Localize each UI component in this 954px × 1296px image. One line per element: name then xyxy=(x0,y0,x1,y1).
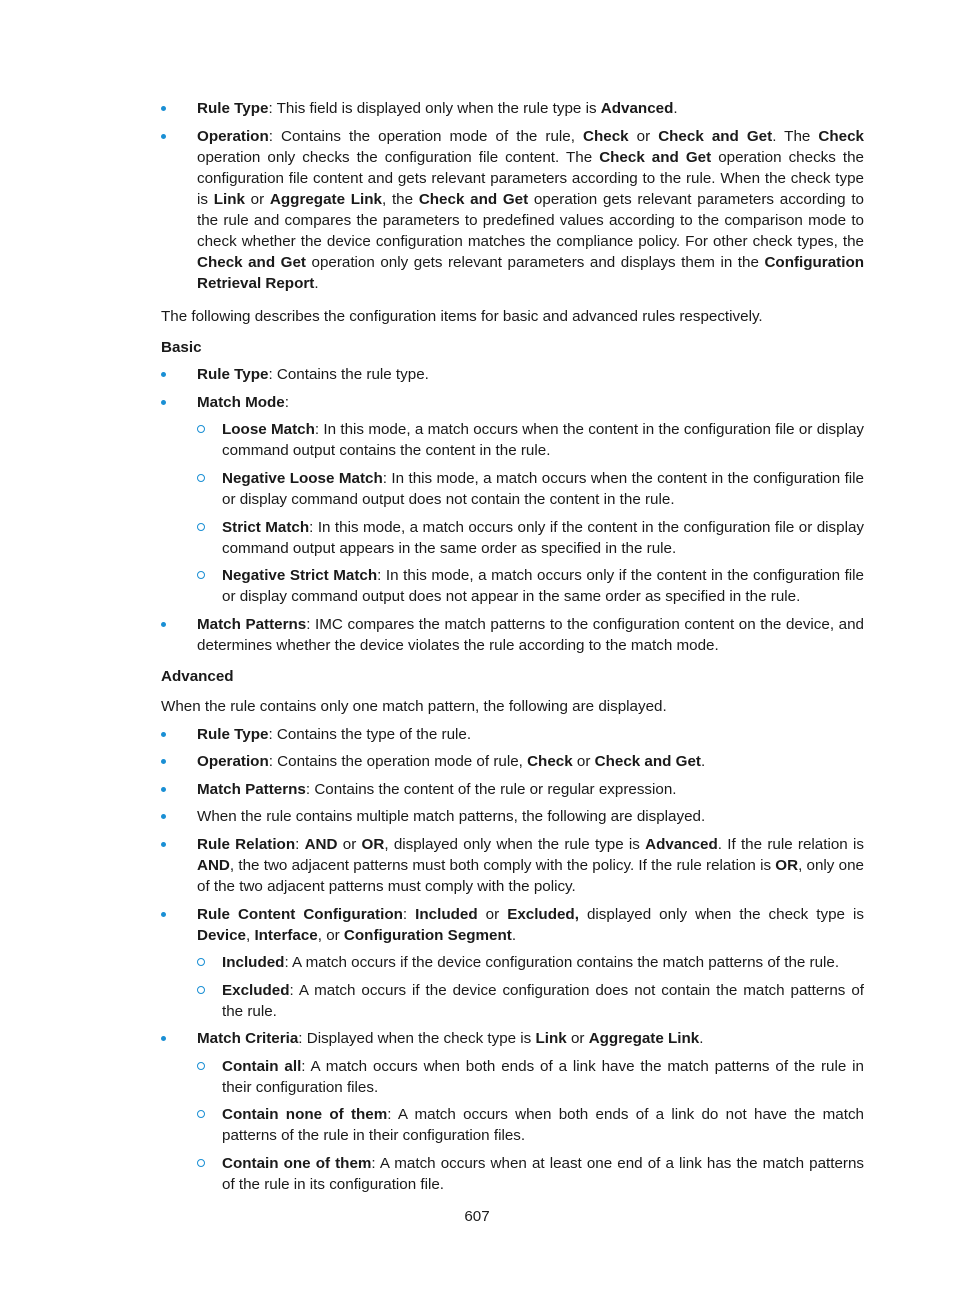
bold-term: Match Patterns xyxy=(197,616,307,633)
text-run: : In this mode, a match occurs only if the content in the configuration file or display command output appears in the same order as specified in the rule. xyxy=(222,519,865,557)
circle-bullet-icon xyxy=(197,571,205,579)
text-run: : Contains the rule type. xyxy=(268,366,429,383)
text-run: : Contains the operation mode of rule, xyxy=(268,753,528,770)
text-run: : A match occurs if the device configuration contains the match patterns of the rule. xyxy=(284,954,840,971)
text-run: : A match occurs when both ends of a link do not have the match patterns of the rule in their configuration files. xyxy=(222,1106,864,1144)
bold-term: Check xyxy=(527,753,573,770)
bold-term: Advanced xyxy=(645,836,718,853)
circle-bullet-icon xyxy=(197,474,205,482)
bullet-rule-content-config xyxy=(161,904,864,946)
bullet-operation xyxy=(161,126,864,294)
bullet-match-criteria xyxy=(161,1028,864,1049)
text-run: . The xyxy=(772,128,819,145)
circle-bullet-icon xyxy=(197,958,205,966)
bold-term: Loose Match xyxy=(222,421,315,438)
text-run: , displayed only when the rule type is xyxy=(384,836,646,853)
bold-term: Match Mode xyxy=(197,394,285,411)
text-run: . If the rule relation is xyxy=(717,836,864,853)
circle-bullet-icon xyxy=(197,1159,205,1167)
paragraph-following-describes xyxy=(161,306,864,327)
bold-term: Contain one of them xyxy=(222,1155,372,1172)
bullet-icon xyxy=(161,134,166,139)
bold-term: Rule Content Configuration xyxy=(197,906,403,923)
bold-term: AND xyxy=(197,857,230,874)
bold-term: Included xyxy=(415,906,478,923)
text-run: When the rule contains multiple match patterns, the following are displayed. xyxy=(197,808,706,825)
bold-term: Aggregate Link xyxy=(588,1030,700,1047)
bullet-icon xyxy=(161,842,166,847)
subbullet-loose-match xyxy=(161,419,864,461)
bold-term: Match Criteria xyxy=(197,1030,299,1047)
bullet-basic-rule-type xyxy=(161,364,864,385)
subbullet-strict-match xyxy=(161,517,864,559)
text-run: operation only checks the configuration file content. The xyxy=(197,149,600,166)
text-run: : Contains the content of the rule or regular expression. xyxy=(305,781,677,798)
bold-term: Check and Get xyxy=(599,149,712,166)
bold-term: Interface xyxy=(254,927,318,944)
bold-term: Rule Type xyxy=(197,100,269,117)
bold-term: Check and Get xyxy=(658,128,773,145)
bullet-match-mode xyxy=(161,392,864,413)
bold-term: Check xyxy=(818,128,864,145)
text-run: : This field is displayed only when the rule type is xyxy=(268,100,601,117)
text-run: . xyxy=(511,927,517,944)
text-run: : A match occurs when both ends of a link have the match patterns of the rule in their configuration files. xyxy=(222,1058,864,1096)
text-run: , or xyxy=(317,927,344,944)
bold-term: Excluded, xyxy=(507,906,579,923)
text-run: , only one of the two adjacent patterns must comply with the policy. xyxy=(197,857,864,895)
circle-bullet-icon xyxy=(197,523,205,531)
bullet-icon xyxy=(161,759,166,764)
text-run: , the two adjacent patterns must both comply with the policy. If the rule relation is xyxy=(229,857,776,874)
bold-term: Operation xyxy=(197,128,269,145)
bold-term: OR xyxy=(361,836,385,853)
bold-term: Check and Get xyxy=(197,254,306,271)
text-run: operation only gets relevant parameters and displays them in the xyxy=(305,254,765,271)
circle-bullet-icon xyxy=(197,1110,205,1118)
text-run: . xyxy=(314,275,319,292)
bullet-adv-rule-type xyxy=(161,724,864,745)
text-run: : Contains the operation mode of the rule, xyxy=(268,128,583,145)
bold-term: Match Patterns xyxy=(197,781,306,798)
bold-term: Device xyxy=(197,927,246,944)
subbullet-negative-loose-match xyxy=(161,468,864,510)
text-run: or xyxy=(572,753,595,770)
paragraph-one-pattern xyxy=(161,696,864,717)
bullet-icon xyxy=(161,787,166,792)
text-run: : IMC compares the match patterns to the configuration content on the device, and determines whether the device violates the rule according to the match mode. xyxy=(197,616,864,654)
text-run: . xyxy=(699,1030,704,1047)
bullet-icon xyxy=(161,622,166,627)
circle-bullet-icon xyxy=(197,986,205,994)
bold-term: Included xyxy=(222,954,285,971)
bullet-rule-type xyxy=(161,98,864,119)
text-run: . xyxy=(700,753,706,770)
text-run: : Displayed when the check type is xyxy=(298,1030,536,1047)
bold-term: Strict Match xyxy=(222,519,310,536)
text-run: , the xyxy=(382,191,419,208)
text-run: : In this mode, a match occurs when the content in the configuration file or display command output contains the content in the rule. xyxy=(222,421,864,459)
bullet-adv-operation xyxy=(161,751,864,772)
circle-bullet-icon xyxy=(197,1062,205,1070)
heading-advanced xyxy=(161,666,864,687)
bold-term: Advanced xyxy=(600,100,674,117)
bold-term: Aggregate Link xyxy=(269,191,382,208)
page-number: 607 xyxy=(464,1208,490,1225)
text-run: displayed only when the check type is xyxy=(578,906,864,923)
subbullet-contain-all xyxy=(161,1056,864,1098)
bold-term: Rule Type xyxy=(197,726,269,743)
bold-term: Link xyxy=(535,1030,567,1047)
text-run: : xyxy=(284,394,289,411)
subbullet-excluded xyxy=(161,980,864,1022)
text-run: The following describes the configuration items for basic and advanced rules respectively. xyxy=(161,308,763,325)
text-run: or xyxy=(477,906,508,923)
bold-term: Check and Get xyxy=(594,753,701,770)
text-run: When the rule contains only one match pattern, the following are displayed. xyxy=(161,698,667,715)
subbullet-negative-strict-match xyxy=(161,565,864,607)
text-run: or xyxy=(244,191,270,208)
bold-term: Contain all xyxy=(222,1058,302,1075)
text-run: or xyxy=(628,128,659,145)
subbullet-contain-one xyxy=(161,1153,864,1195)
text-run: : A match occurs when at least one end of a link has the match patterns of the rule in its configuration file. xyxy=(222,1155,864,1193)
bold-term: Negative Loose Match xyxy=(222,470,383,487)
bold-term: Rule Type xyxy=(197,366,269,383)
bold-term: Operation xyxy=(197,753,269,770)
text-run: : In this mode, a match occurs only if the content in the configuration file or display command output does not appear in the same order as specified in the rule. xyxy=(222,567,864,605)
bold-term: Contain none of them xyxy=(222,1106,388,1123)
bold-term: AND xyxy=(304,836,338,853)
text-run: : xyxy=(295,836,305,853)
bullet-icon xyxy=(161,912,166,917)
text-run: or xyxy=(337,836,362,853)
bold-term: Check and Get xyxy=(418,191,529,208)
bold-term: Negative Strict Match xyxy=(222,567,378,584)
text-run: , xyxy=(245,927,255,944)
bold-term: OR xyxy=(775,857,799,874)
text-run: : xyxy=(402,906,416,923)
circle-bullet-icon xyxy=(197,425,205,433)
bold-term: Link xyxy=(213,191,245,208)
bullet-icon xyxy=(161,814,166,819)
text-run: : A match occurs if the device configuration does not contain the match patterns of the rule. xyxy=(222,982,864,1020)
bold-term: Rule Relation xyxy=(197,836,296,853)
bullet-adv-match-patterns xyxy=(161,779,864,800)
bullet-rule-relation xyxy=(161,834,864,897)
bullet-icon xyxy=(161,372,166,377)
text-run: : In this mode, a match occurs when the content in the configuration file or display command output does not contain the content in the rule. xyxy=(222,470,864,508)
bold-term: Configuration Retrieval Report xyxy=(197,254,864,292)
text-run: . xyxy=(673,100,678,117)
bullet-icon xyxy=(161,1036,166,1041)
bullet-multiple-patterns xyxy=(161,806,864,827)
heading-basic xyxy=(161,337,864,358)
bold-term: Excluded xyxy=(222,982,290,999)
bullet-icon xyxy=(161,400,166,405)
subbullet-included xyxy=(161,952,864,973)
bullet-icon xyxy=(161,732,166,737)
bullet-match-patterns xyxy=(161,614,864,656)
bold-term: Configuration Segment xyxy=(343,927,512,944)
bold-term: Check xyxy=(583,128,629,145)
text-run: operation checks the configuration file content and gets relevant parameters according to the rule. When the check type is xyxy=(197,149,864,208)
text-run: or xyxy=(566,1030,589,1047)
subbullet-contain-none xyxy=(161,1104,864,1146)
bullet-icon xyxy=(161,106,166,111)
text-run: Basic xyxy=(161,339,202,356)
text-run: Advanced xyxy=(161,668,234,685)
text-run: : Contains the type of the rule. xyxy=(268,726,472,743)
text-run: operation gets relevant parameters according to the rule and compares the parameters to predefined values according to the comparison mode to check whether the device configuration matches the compliance policy. For other check types, the xyxy=(197,191,864,250)
